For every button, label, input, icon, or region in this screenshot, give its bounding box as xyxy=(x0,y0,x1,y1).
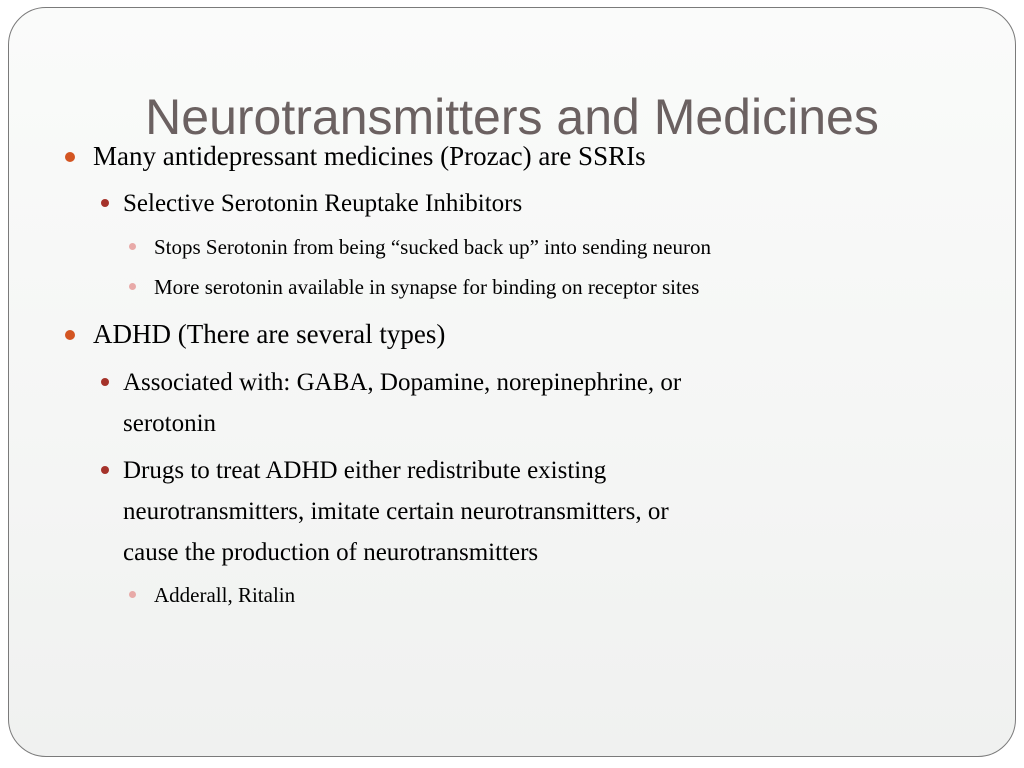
bullet-item-level3 xyxy=(154,273,699,301)
bullet-text: Adderall, Ritalin xyxy=(154,583,296,607)
bullet-item-level1 xyxy=(93,318,445,350)
slide-title: Neurotransmitters and Medicines xyxy=(145,89,879,145)
bullet-item-level1 xyxy=(93,140,646,172)
bullet-text: ADHD (There are several types) xyxy=(93,319,446,349)
bullet-text: Selective Serotonin Reuptake Inhibitors xyxy=(123,190,523,217)
bullet-marker xyxy=(65,330,75,340)
bullet-item-level3 xyxy=(154,581,295,609)
bullet-item-level3 xyxy=(154,233,711,261)
bullet-item-level2 xyxy=(123,183,522,224)
bullet-item-level2 xyxy=(123,362,681,444)
bullet-text-line: cause the production of neurotransmitters xyxy=(123,539,539,566)
bullet-marker xyxy=(101,199,109,207)
bullet-text: Many antidepressant medicines (Prozac) are SSRIs xyxy=(93,141,646,171)
bullet-item-level2 xyxy=(123,450,669,573)
bullet-marker xyxy=(129,283,136,290)
bullet-marker xyxy=(129,591,136,598)
bullet-marker xyxy=(101,378,109,386)
bullet-marker xyxy=(101,466,109,474)
bullet-marker xyxy=(129,243,136,250)
bullet-marker xyxy=(65,152,75,162)
bullet-text-line: serotonin xyxy=(123,410,217,437)
bullet-text-line: Drugs to treat ADHD either redistribute existing xyxy=(123,457,607,484)
bullet-text-line: neurotransmitters, imitate certain neurotransmitters, or xyxy=(123,498,669,525)
bullet-text: More serotonin available in synapse for binding on receptor sites xyxy=(154,275,700,299)
bullet-text-line: Associated with: GABA, Dopamine, norepinephrine, or xyxy=(123,369,682,396)
bullet-text: Stops Serotonin from being “sucked back up” into sending neuron xyxy=(154,235,711,259)
